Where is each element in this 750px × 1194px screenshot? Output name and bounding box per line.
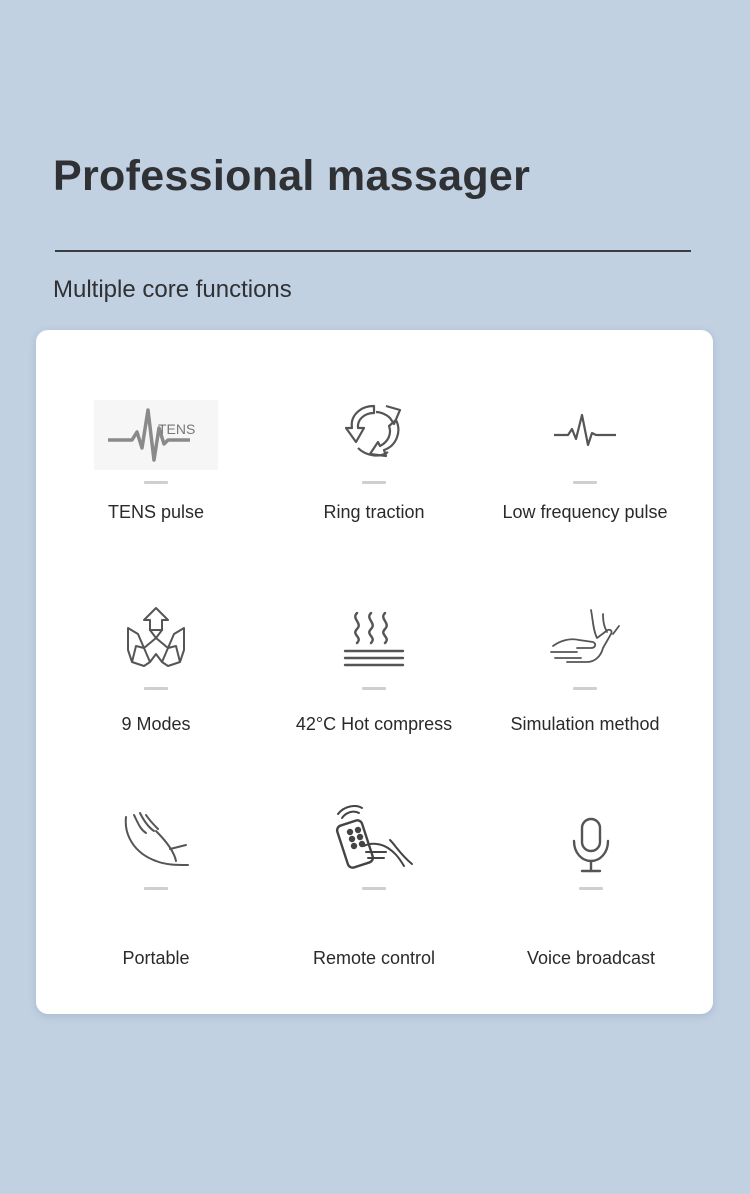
feature-label: Low frequency pulse [502,502,668,522]
hands-massage-icon [540,602,630,672]
feature-divider [579,887,603,890]
title-divider [55,250,691,252]
feature-label: TENS pulse [107,502,205,522]
heartbeat-pulse-icon [540,395,630,465]
feature-divider [144,887,168,890]
feature-divider [573,481,597,484]
feature-label: 9 Modes [121,714,191,734]
tens-icon-text: TENS [158,421,196,437]
feature-divider [362,687,386,690]
feature-divider [573,687,597,690]
feature-divider [144,687,168,690]
cube-modes-icon [111,602,201,672]
tens-pulse-icon [94,400,218,470]
hand-leaf-icon [111,805,201,875]
features-card [36,330,713,1014]
feature-label: Ring traction [323,502,425,522]
page-subtitle: Multiple core functions [53,276,292,303]
microphone-icon [546,810,636,880]
feature-divider [362,887,386,890]
feature-label: Voice broadcast [526,948,656,968]
feature-label: Portable [122,948,190,968]
feature-divider [144,481,168,484]
feature-label: Remote control [312,948,436,968]
heat-waves-icon [329,602,419,672]
page-title: Professional massager [53,152,531,200]
feature-label: 42°C Hot compress [295,714,453,734]
remote-control-icon [329,802,419,872]
feature-label: Simulation method [510,714,660,734]
ring-traction-icon [329,395,419,465]
feature-divider [362,481,386,484]
